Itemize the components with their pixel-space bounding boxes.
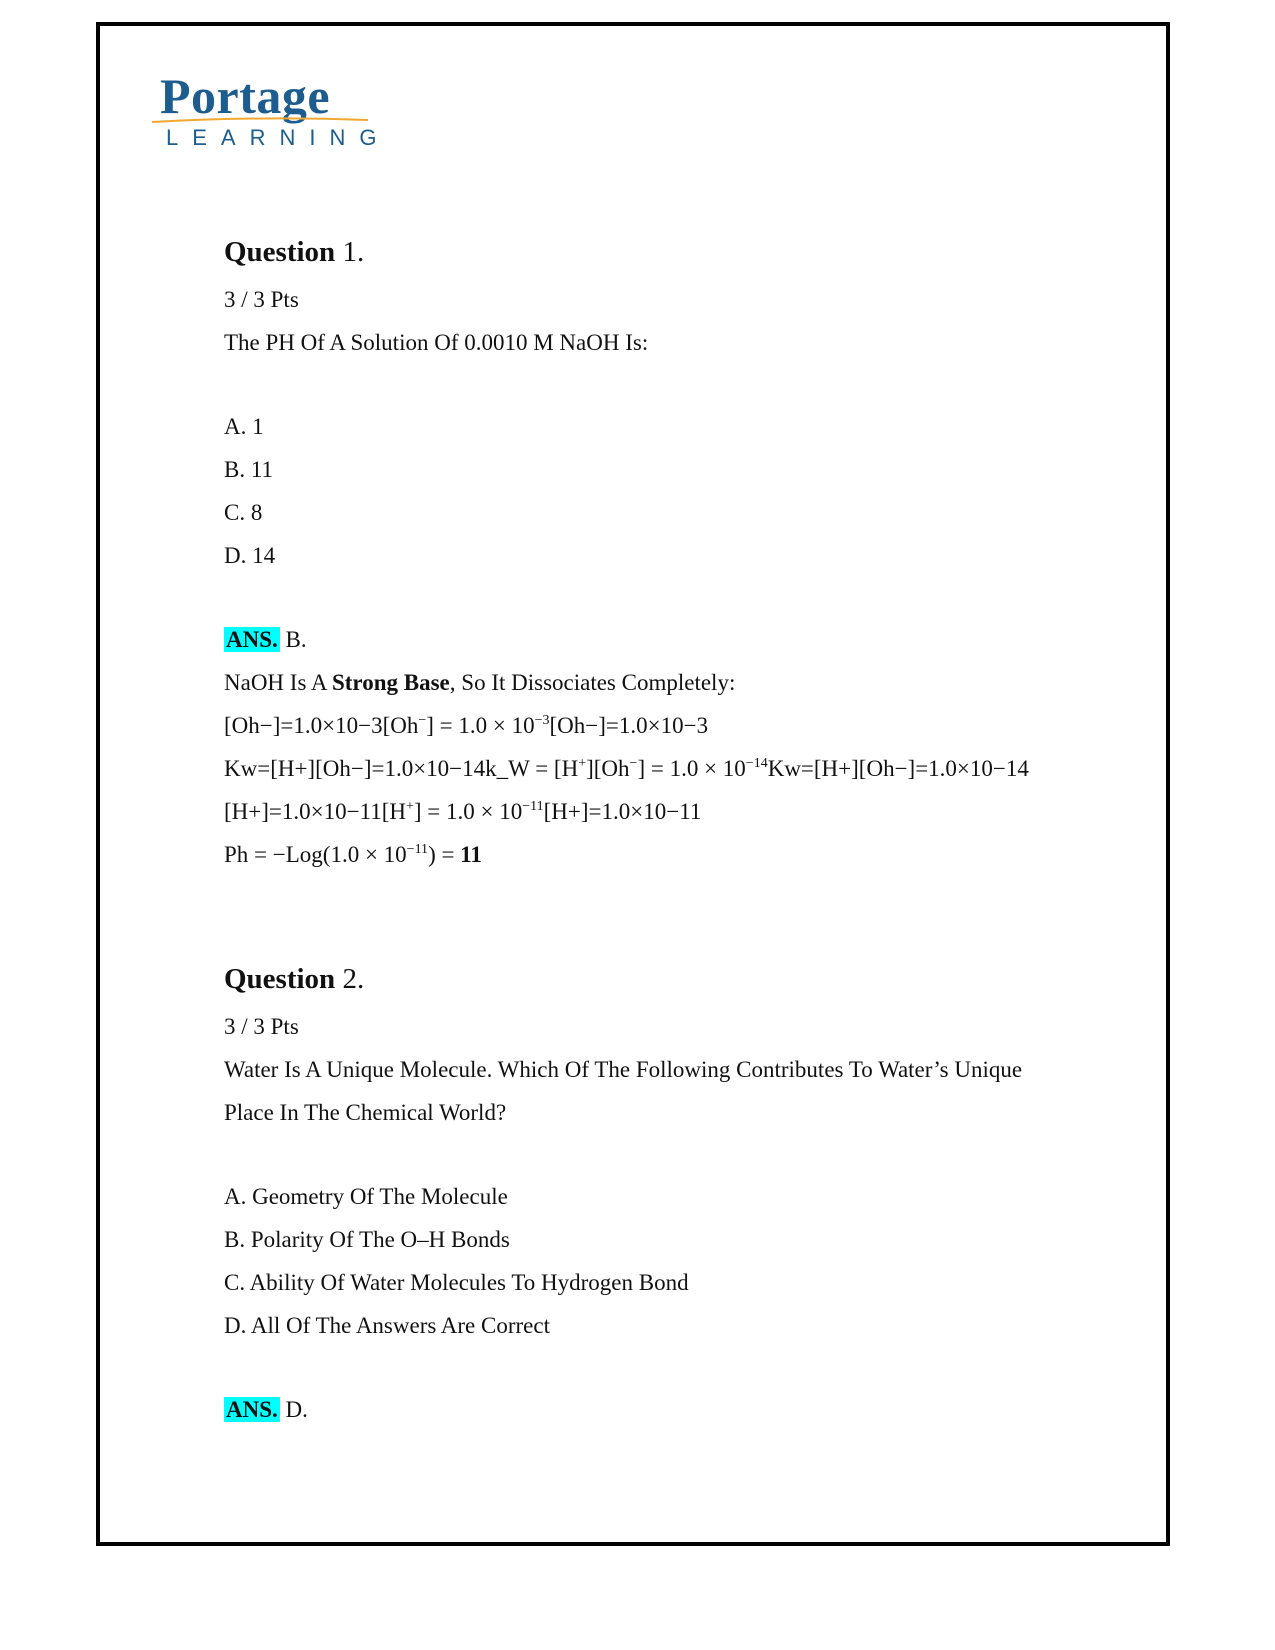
portage-learning-logo (150, 68, 391, 158)
answer-highlight: ANS. (226, 1397, 278, 1422)
logo-subtitle: LEARNING (166, 125, 391, 150)
question-2-answer: ANS. D. (226, 1397, 308, 1422)
answer-highlight: ANS. (226, 627, 278, 652)
question-2-option-b: B. Polarity Of The O–H Bonds (224, 1227, 510, 1252)
question-1 (224, 232, 1124, 876)
question-2-option-d: D. All Of The Answers Are Correct (224, 1313, 550, 1338)
question-2-option-a: A. Geometry Of The Molecule (224, 1184, 508, 1209)
question-2-prompt-line-1: Water Is A Unique Molecule. Which Of The Following Contributes To Water’s Unique (224, 1057, 1023, 1082)
question-2-title: Question 2. (224, 963, 365, 995)
question-1-option-c: C. 8 (224, 500, 263, 525)
explanation-line-4: $[H+]=1.0\times 10-11[H^+] = 1.0 \times 10^{-11}[H+]=1.0\times 10-11$ (224, 799, 702, 824)
logo-wordmark: Portage (160, 68, 331, 124)
question-1-title: Question 1. (224, 236, 365, 268)
explanation-line-3: Kw=[H+][Oh−]=1.0×10−14k_W = $[H^+][Oh^-] = 1.0 \times 10^{-14}Kw=[H+][Oh-]=1.0\times 10-14$ (224, 756, 1029, 781)
question-2-prompt-line-2: Place In The Chemical World? (224, 1100, 507, 1125)
question-1-answer: ANS. B. (226, 627, 307, 652)
question-1-prompt: The PH Of A Solution Of 0.0010 M NaOH Is: (224, 330, 649, 355)
question-2-points: 3 / 3 Pts (224, 1014, 299, 1039)
explanation-line-5: $Ph = -Log(1.0 \times 10^{-11}) = 11$ (224, 842, 482, 867)
question-2 (224, 959, 1124, 1431)
document-content (224, 232, 1124, 1431)
question-2-option-c: C. Ability Of Water Molecules To Hydrogen Bond (224, 1270, 689, 1295)
question-1-option-a: A. 1 (224, 414, 264, 439)
explanation-line-1: NaOH Is A Strong Base, So It Dissociates Completely: (224, 670, 736, 695)
explanation-line-2: $[Oh-]=1.0\times 10-3[Oh^-] = 1.0 \times 10^{-3}[Oh-]=1.0\times 10-3$ (224, 713, 709, 738)
question-1-option-d: D. 14 (224, 543, 276, 568)
question-1-option-b: B. 11 (224, 457, 273, 482)
question-1-points: 3 / 3 Pts (224, 287, 299, 312)
